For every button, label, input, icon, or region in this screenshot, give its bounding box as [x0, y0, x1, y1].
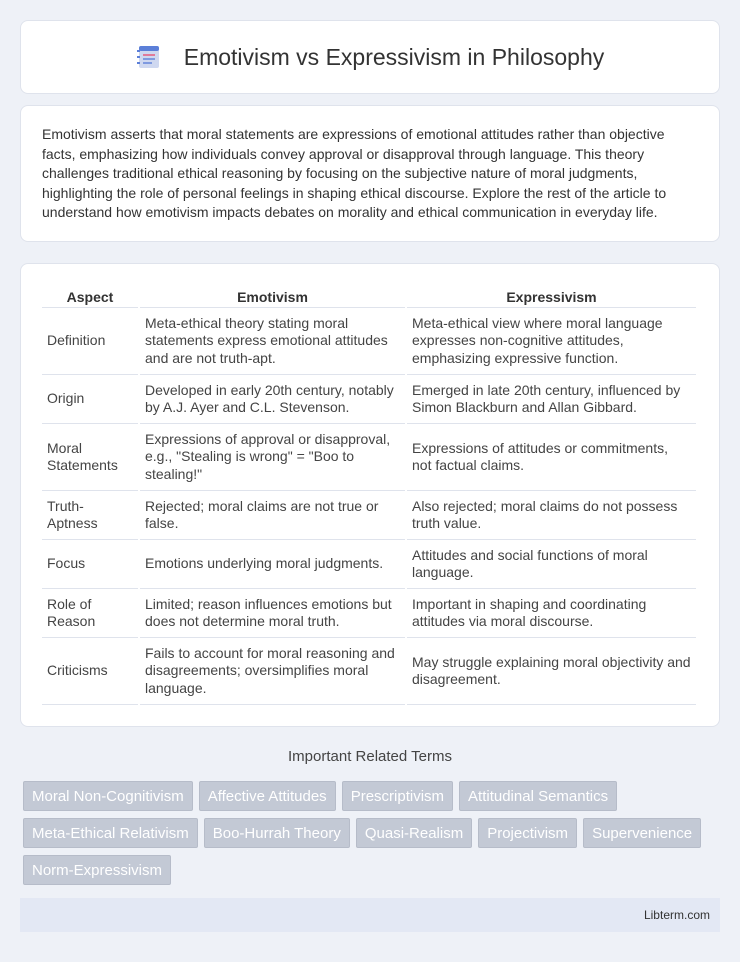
cell-emotivism: Limited; reason influences emotions but does not determine moral truth.: [140, 589, 405, 638]
page-title: Emotivism vs Expressivism in Philosophy: [183, 43, 605, 70]
table-row: [42, 638, 696, 705]
header-card: [20, 20, 720, 94]
cell-expressivism: Expressions of attitudes or commitments, not factual claims.: [407, 424, 696, 491]
header-emotivism: Emotivism: [140, 284, 405, 308]
related-term-tag[interactable]: Quasi-Realism: [356, 818, 472, 848]
cell-aspect: Definition: [42, 308, 138, 375]
related-term-tag[interactable]: Meta-Ethical Relativism: [23, 818, 198, 848]
comparison-table: [40, 284, 698, 705]
document-icon: [136, 44, 162, 70]
header-expressivism: Expressivism: [407, 284, 696, 308]
cell-expressivism: Attitudes and social functions of moral language.: [407, 540, 696, 589]
related-term-tag[interactable]: Affective Attitudes: [199, 781, 336, 811]
table-row: [42, 308, 696, 375]
related-term-tag[interactable]: Moral Non-Cognitivism: [23, 781, 193, 811]
cell-aspect: Truth-Aptness: [42, 491, 138, 540]
related-term-tag[interactable]: Projectivism: [478, 818, 577, 848]
cell-emotivism: Meta-ethical theory stating moral statements express emotional attitudes and are not truth-apt.: [140, 308, 405, 375]
related-term-tag[interactable]: Boo-Hurrah Theory: [204, 818, 350, 848]
cell-aspect: Moral Statements: [42, 424, 138, 491]
related-term-tag[interactable]: Attitudinal Semantics: [459, 781, 617, 811]
cell-expressivism: May struggle explaining moral objectivity and disagreement.: [407, 638, 696, 705]
related-term-tag[interactable]: Norm-Expressivism: [23, 855, 171, 885]
cell-emotivism: Fails to account for moral reasoning and disagreements; oversimplifies moral language.: [140, 638, 405, 705]
comparison-table-card: [20, 263, 720, 727]
cell-emotivism: Emotions underlying moral judgments.: [140, 540, 405, 589]
cell-emotivism: Developed in early 20th century, notably by A.J. Ayer and C.L. Stevenson.: [140, 375, 405, 424]
table-row: [42, 589, 696, 638]
table-row: [42, 375, 696, 424]
footer-site-link[interactable]: Libterm.com: [643, 908, 710, 922]
cell-expressivism: Meta-ethical view where moral language expresses non-cognitive attitudes, emphasizing expressive function.: [407, 308, 696, 375]
cell-emotivism: Rejected; moral claims are not true or false.: [140, 491, 405, 540]
cell-aspect: Role of Reason: [42, 589, 138, 638]
cell-aspect: Focus: [42, 540, 138, 589]
cell-expressivism: Also rejected; moral claims do not possess truth value.: [407, 491, 696, 540]
related-terms-title: Important Related Terms: [288, 748, 452, 765]
cell-emotivism: Expressions of approval or disapproval, e.g., "Stealing is wrong" = "Boo to stealing!": [140, 424, 405, 491]
cell-aspect: Criticisms: [42, 638, 138, 705]
table-row: [42, 540, 696, 589]
header-aspect: Aspect: [42, 284, 138, 308]
footer: [20, 898, 720, 932]
cell-expressivism: Emerged in late 20th century, influenced by Simon Blackburn and Allan Gibbard.: [407, 375, 696, 424]
table-row: [42, 491, 696, 540]
table-row: [42, 424, 696, 491]
intro-paragraph: Emotivism asserts that moral statements are expressions of emotional attitudes rather than objective facts, emphasizing how individuals convey approval or disapproval through language. This theory challenges traditional ethical reasoning by focusing on the subjective nature of moral judgments, highlighting the role of personal feelings in shaping ethical discourse. Explore the rest of the article to understand how emotivism impacts debates on morality and ethical communication in everyday life.: [42, 126, 667, 221]
related-term-tag[interactable]: Supervenience: [583, 818, 701, 848]
related-term-tag[interactable]: Prescriptivism: [342, 781, 453, 811]
cell-aspect: Origin: [42, 375, 138, 424]
table-header-row: [42, 284, 696, 308]
cell-expressivism: Important in shaping and coordinating attitudes via moral discourse.: [407, 589, 696, 638]
related-terms-list: [23, 781, 723, 892]
intro-card: [20, 105, 720, 242]
